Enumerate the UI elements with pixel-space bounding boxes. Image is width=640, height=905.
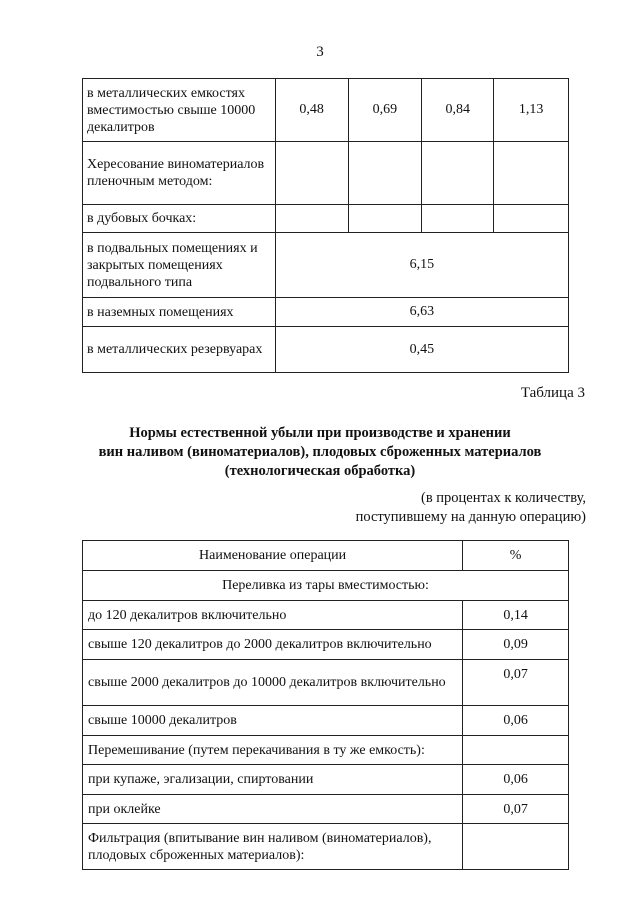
norms-table-continued <box>82 78 569 373</box>
operation-name: свыше 2000 декалитров до 10000 декалитров включительно <box>83 660 463 706</box>
cell-value <box>348 142 422 205</box>
row-label: в наземных помещениях <box>83 298 276 327</box>
cell-value <box>348 205 422 233</box>
percent-value: 0,07 <box>463 795 569 824</box>
row-label: в подвальных помещениях и закрытых помещениях подвального типа <box>83 233 276 298</box>
table-row <box>83 706 569 736</box>
page-number: 3 <box>316 44 324 60</box>
cell-value: 0,69 <box>348 79 422 142</box>
percent-value: 0,06 <box>463 706 569 736</box>
merged-value: 6,15 <box>275 233 568 298</box>
title-line: вин наливом (виноматериалов), плодовых сброженных материалов <box>98 444 542 460</box>
percent-value: 0,14 <box>463 601 569 630</box>
row-label: в металлических резервуарах <box>83 327 276 373</box>
cell-value <box>422 142 494 205</box>
merged-value: 0,45 <box>275 327 568 373</box>
row-label: в дубовых бочках: <box>83 205 276 233</box>
row-label: Хересование виноматериалов пленочным методом: <box>83 142 276 205</box>
operation-name: Фильтрация (впитывание вин наливом (виноматериалов), плодовых сброженных материалов): <box>83 824 463 870</box>
table-row <box>83 601 569 630</box>
table-row <box>83 298 569 327</box>
table-row <box>83 795 569 824</box>
operation-name: свыше 10000 декалитров <box>83 706 463 736</box>
cell-value: 0,84 <box>422 79 494 142</box>
table-row <box>83 205 569 233</box>
table-row <box>83 630 569 660</box>
row-label: в металлических емкостях вместимостью свыше 10000 декалитров <box>83 79 276 142</box>
table-row <box>83 571 569 601</box>
percent-value: 0,09 <box>463 630 569 660</box>
merged-value: 6,63 <box>275 298 568 327</box>
percent-value <box>463 824 569 870</box>
column-header-percent: % <box>463 541 569 571</box>
norms-table-3 <box>82 540 569 870</box>
units-line: (в процентах к количеству, <box>420 490 586 506</box>
percent-value: 0,07 <box>463 660 569 706</box>
table-header-row <box>83 541 569 571</box>
table-title <box>0 424 640 481</box>
cell-value <box>494 142 569 205</box>
operation-name: Перемешивание (путем перекачивания в ту же емкость): <box>83 736 463 765</box>
table-row <box>83 660 569 706</box>
title-line: (технологическая обработка) <box>224 463 416 479</box>
cell-value <box>275 142 348 205</box>
operation-name: до 120 декалитров включительно <box>83 601 463 630</box>
table-row <box>83 79 569 142</box>
title-line: Нормы естественной убыли при производстве и хранении <box>129 425 511 441</box>
cell-value <box>422 205 494 233</box>
column-header-operation: Наименование операции <box>83 541 463 571</box>
table-row <box>83 824 569 870</box>
table-caption: Таблица 3 <box>520 385 585 401</box>
operation-name: свыше 120 декалитров до 2000 декалитров включительно <box>83 630 463 660</box>
operation-name: при оклейке <box>83 795 463 824</box>
units-line: поступившему на данную операцию) <box>355 509 586 525</box>
cell-value <box>494 205 569 233</box>
cell-value: 0,48 <box>275 79 348 142</box>
section-heading: Переливка из тары вместимостью: <box>83 571 569 601</box>
percent-value <box>463 736 569 765</box>
table-row <box>83 142 569 205</box>
operation-name: при купаже, эгализации, спиртовании <box>83 765 463 795</box>
cell-value: 1,13 <box>494 79 569 142</box>
table-row <box>83 327 569 373</box>
table-row <box>83 765 569 795</box>
units-note <box>356 489 586 527</box>
percent-value: 0,06 <box>463 765 569 795</box>
cell-value <box>275 205 348 233</box>
table-row <box>83 233 569 298</box>
table-row <box>83 736 569 765</box>
